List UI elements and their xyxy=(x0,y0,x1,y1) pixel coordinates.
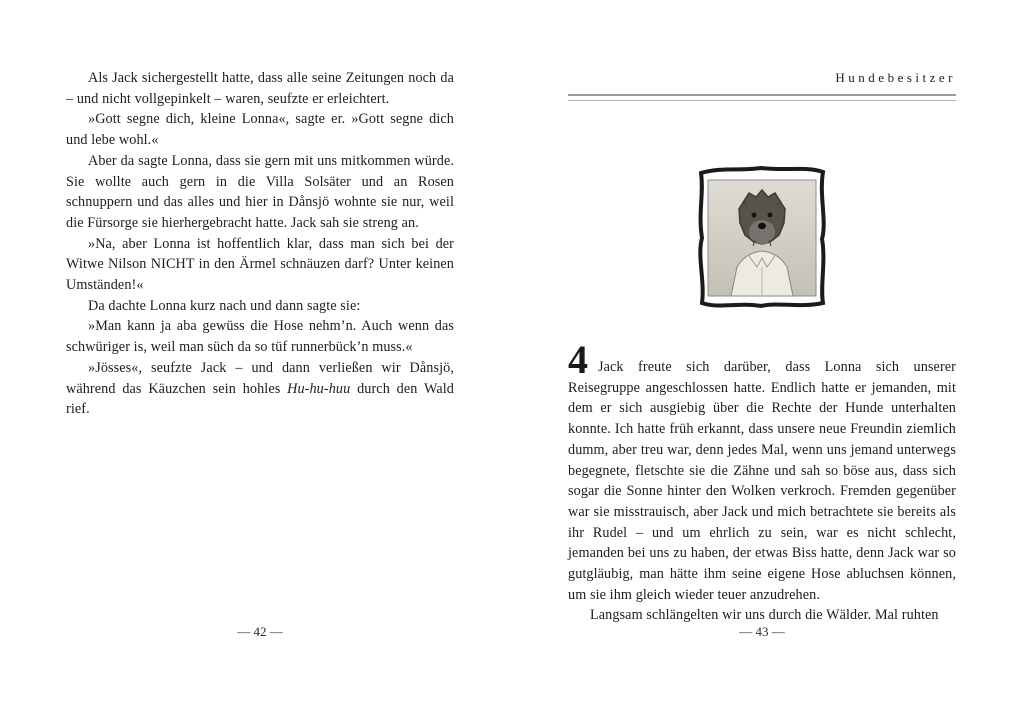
paragraph xyxy=(66,358,454,420)
paragraph-text: »Jösses«, seufzte Jack – und dann verließen wir Dånsjö, während das Käuzchen sein hohles xyxy=(66,359,454,397)
paragraph-text: Jack freute sich darüber, dass Lonna sich unserer Reisegruppe angeschlossen hatte. Endlich hatte er jemanden, mit dem er sich ausgiebig über die Rechte der Hunde unterhalten konnte. Ich hatte früh erkannt, dass unsere neue Freundin ziemlich dumm, aber treu war, denn jedes Mal, wenn uns jemand unterwegs begegnete, fletschte sie die Zähne und sah so böse aus, dass sich sogar die Sonne hinter den Wolken verkroch. Fremden gegenüber war sie misstrauisch, aber Jack und mich betrachtete sie bereits als ihr Rudel – und um ehrlich zu sein, war es nicht schlecht, jemanden bei uns zu haben, der etwas Biss hatte, denn Jack war so gutgläubig, man hätte ihm seine eigene Hose abluchsen können, um sie ihm gleich wieder teuer anzudrehen. xyxy=(568,359,956,603)
paragraph: »Gott segne dich, kleine Lonna«, sagte er. »Gott segne dich und lebe wohl.« xyxy=(66,111,454,149)
page-number-left: — 42 — xyxy=(237,624,283,639)
right-page xyxy=(568,68,956,626)
dog-portrait-illustration xyxy=(691,161,833,315)
dog-eye xyxy=(768,213,773,218)
paragraph: Als Jack sichergestellt hatte, dass alle seine Zeitungen noch da – und nicht vollgepinkelt – waren, seufzte er erleichtert. xyxy=(66,70,454,107)
dog-nose xyxy=(758,223,766,229)
dog-portrait-figure xyxy=(691,161,833,315)
chapter-number: 4 xyxy=(568,337,589,382)
paragraph: Da dachte Lonna kurz nach und dann sagte sie: xyxy=(88,297,361,314)
paragraph: »Na, aber Lonna ist hoffentlich klar, dass man sich bei der Witwe Nilson NICHT in den Ärmel schnäuzen darf? Unter keinen Umständen!« xyxy=(66,235,454,294)
dog-eye xyxy=(752,213,757,218)
paragraph: Aber da sagte Lonna, dass sie gern mit uns mitkommen würde. Sie wollte auch gern in die Villa Solsäter und an Rosen schnuppern und das alles und hier in Dånsjö wohnte sie nur, weil die Fürsorge sie hierhergebracht hatte. Jack sah sie streng an. xyxy=(66,152,454,231)
italic-onomatopoeia: Hu-hu-huu xyxy=(287,380,351,397)
running-header: Hundebesitzer xyxy=(835,70,956,85)
left-page xyxy=(66,68,454,420)
paragraph: Langsam schlängelten wir uns durch die Wälder. Mal ruhten xyxy=(590,607,939,624)
paragraph: »Man kann ja aba gewüss die Hose nehm’n. Auch wenn das schwüriger is, weil man süch da so tüf runnerbück’n muss.« xyxy=(66,318,454,356)
page-number-right: — 43 — xyxy=(739,624,785,639)
chapter-opening-paragraph xyxy=(568,337,956,605)
paragraph-text: durch den Wald rief. xyxy=(66,380,454,418)
header-rule xyxy=(568,94,956,101)
